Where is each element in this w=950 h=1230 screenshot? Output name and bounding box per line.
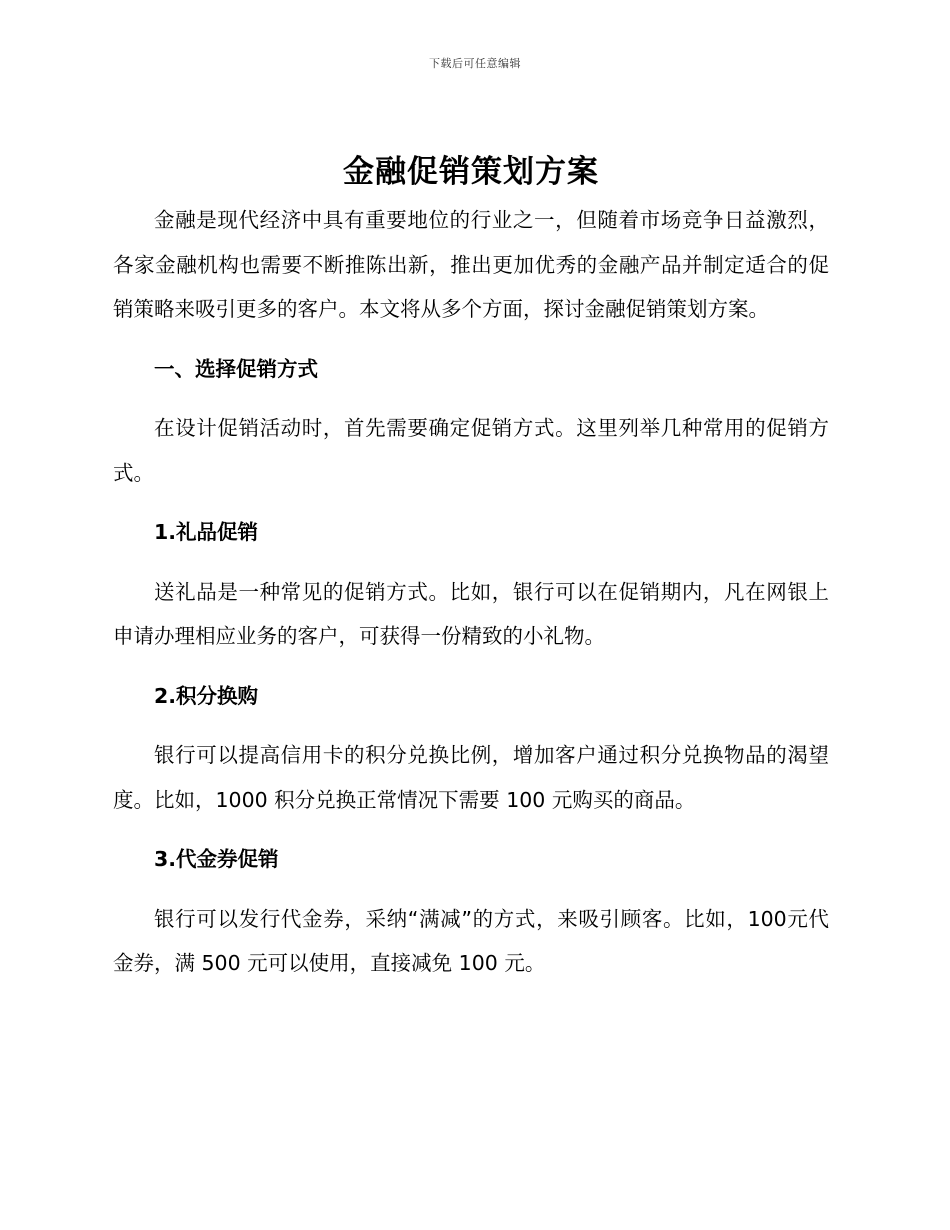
spacer bbox=[113, 332, 829, 347]
document-title: 金融促销策划方案 bbox=[343, 154, 599, 190]
item-paragraph-gift: 送礼品是一种常见的促销方式。比如，银行可以在促销期内，凡在网银上申请办理相应业务的客户，可获得一份精致的小礼物。 bbox=[113, 579, 829, 648]
spacer bbox=[113, 391, 829, 406]
item-paragraph-points: 银行可以提高信用卡的积分兑换比例，增加客户通过积分兑换物品的渴望度。比如，1000 积分兑换正常情况下需要 100 元购买的商品。 bbox=[113, 743, 829, 812]
header-note: 下载后可任意编辑 bbox=[429, 57, 521, 70]
item-paragraph-voucher: 银行可以发行代金券，采纳“满减”的方式，来吸引顾客。比如，100元代金券，满 500 元可以使用，直接减免 100 元。 bbox=[113, 906, 829, 975]
spacer bbox=[113, 555, 829, 570]
spacer bbox=[113, 495, 829, 510]
document-body bbox=[113, 150, 829, 986]
spacer bbox=[113, 659, 829, 674]
spacer bbox=[113, 718, 829, 733]
spacer bbox=[113, 882, 829, 897]
section-paragraph: 在设计促销活动时，首先需要确定促销方式。这里列举几种常用的促销方式。 bbox=[113, 416, 829, 485]
item-heading-points: 2.积分换购 bbox=[154, 683, 259, 708]
section-heading: 一、选择促销方式 bbox=[154, 356, 318, 381]
item-heading-gift: 1.礼品促销 bbox=[154, 520, 259, 544]
item-heading-voucher: 3.代金券促销 bbox=[154, 847, 279, 871]
intro-paragraph: 金融是现代经济中具有重要地位的行业之一，但随着市场竞争日益激烈，各家金融机构也需要不断推陈出新，推出更加优秀的金融产品并制定适合的促销策略来吸引更多的客户。本文将从多个方面，探讨金融促销策划方案。 bbox=[113, 208, 829, 321]
spacer bbox=[113, 822, 829, 837]
